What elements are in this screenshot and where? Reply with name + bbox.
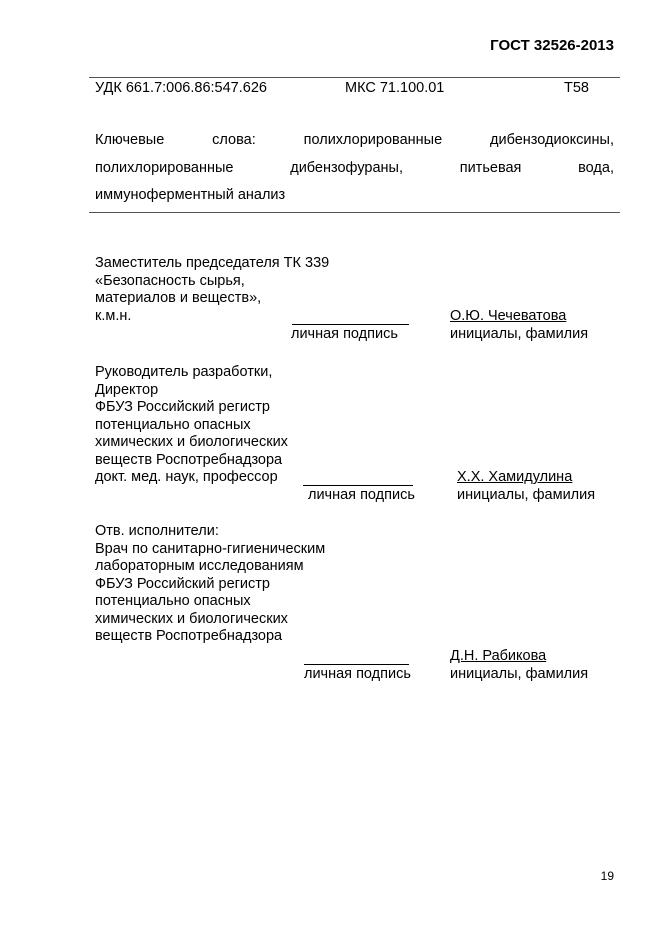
- keywords-word: дибензодиоксины,: [490, 132, 614, 148]
- signature-line: [292, 324, 409, 325]
- position-line: Врач по санитарно-гигиеническим: [95, 540, 326, 557]
- position-line: химических и биологических: [95, 610, 288, 627]
- signature-line: [303, 485, 413, 486]
- position-line: «Безопасность сырья,: [95, 272, 245, 289]
- top-divider: [89, 77, 620, 78]
- keywords-word: полихлорированные: [303, 132, 443, 148]
- position-line: материалов и веществ»,: [95, 290, 262, 306]
- keywords-line-2: [95, 160, 614, 176]
- signature-block-3: [95, 523, 325, 646]
- position-line: Руководитель разработки,: [95, 364, 273, 380]
- standard-number: ГОСТ 32526-2013: [490, 37, 614, 54]
- position-line: докт. мед. наук, профессор: [95, 469, 278, 485]
- signatory-name: Д.Н. Рабикова: [450, 648, 547, 664]
- keywords-word: вода,: [578, 160, 614, 176]
- position-line: веществ Роспотребнадзора: [95, 451, 283, 468]
- udk-code: УДК 661.7:006.86:547.626: [95, 80, 267, 96]
- keywords-line-1: [95, 132, 614, 148]
- classification-code: Т58: [564, 80, 589, 96]
- position-line: потенциально опасных: [95, 416, 251, 433]
- position-line: ФБУЗ Российский регистр: [95, 399, 270, 415]
- position-line: веществ Роспотребнадзора: [95, 628, 283, 644]
- position-line: к.м.н.: [95, 307, 132, 324]
- keywords-word: слова:: [212, 132, 256, 148]
- mks-code: МКС 71.100.01: [345, 80, 445, 96]
- signature-block-1: [95, 255, 329, 325]
- signature-caption: личная подпись: [291, 326, 398, 342]
- keywords-line-3: иммуноферментный анализ: [95, 187, 286, 203]
- signatory-name: Х.Х. Хамидулина: [457, 469, 573, 485]
- position-line: Отв. исполнители:: [95, 523, 219, 539]
- keywords-divider: [89, 212, 620, 213]
- name-caption: инициалы, фамилия: [457, 487, 596, 503]
- signature-line: [304, 664, 409, 665]
- signatory-name: О.Ю. Чечеватова: [450, 308, 567, 324]
- keywords-word: полихлорированные: [95, 160, 234, 176]
- keywords-word: Ключевые: [95, 132, 165, 148]
- position-line: химических и биологических: [95, 434, 288, 450]
- position-line: Заместитель председателя ТК 339: [95, 255, 330, 271]
- signature-block-2: [95, 364, 288, 487]
- keywords-word: дибензофураны,: [290, 160, 403, 176]
- keywords-word: питьевая: [459, 160, 522, 176]
- position-line: ФБУЗ Российский регистр: [95, 575, 270, 592]
- signature-caption: личная подпись: [308, 487, 415, 503]
- position-line: Директор: [95, 381, 159, 398]
- position-line: лабораторным исследованиям: [95, 558, 304, 574]
- position-line: потенциально опасных: [95, 593, 251, 609]
- name-caption: инициалы, фамилия: [450, 666, 589, 682]
- page-number: 19: [600, 869, 614, 883]
- name-caption: инициалы, фамилия: [450, 326, 589, 342]
- signature-caption: личная подпись: [304, 666, 411, 682]
